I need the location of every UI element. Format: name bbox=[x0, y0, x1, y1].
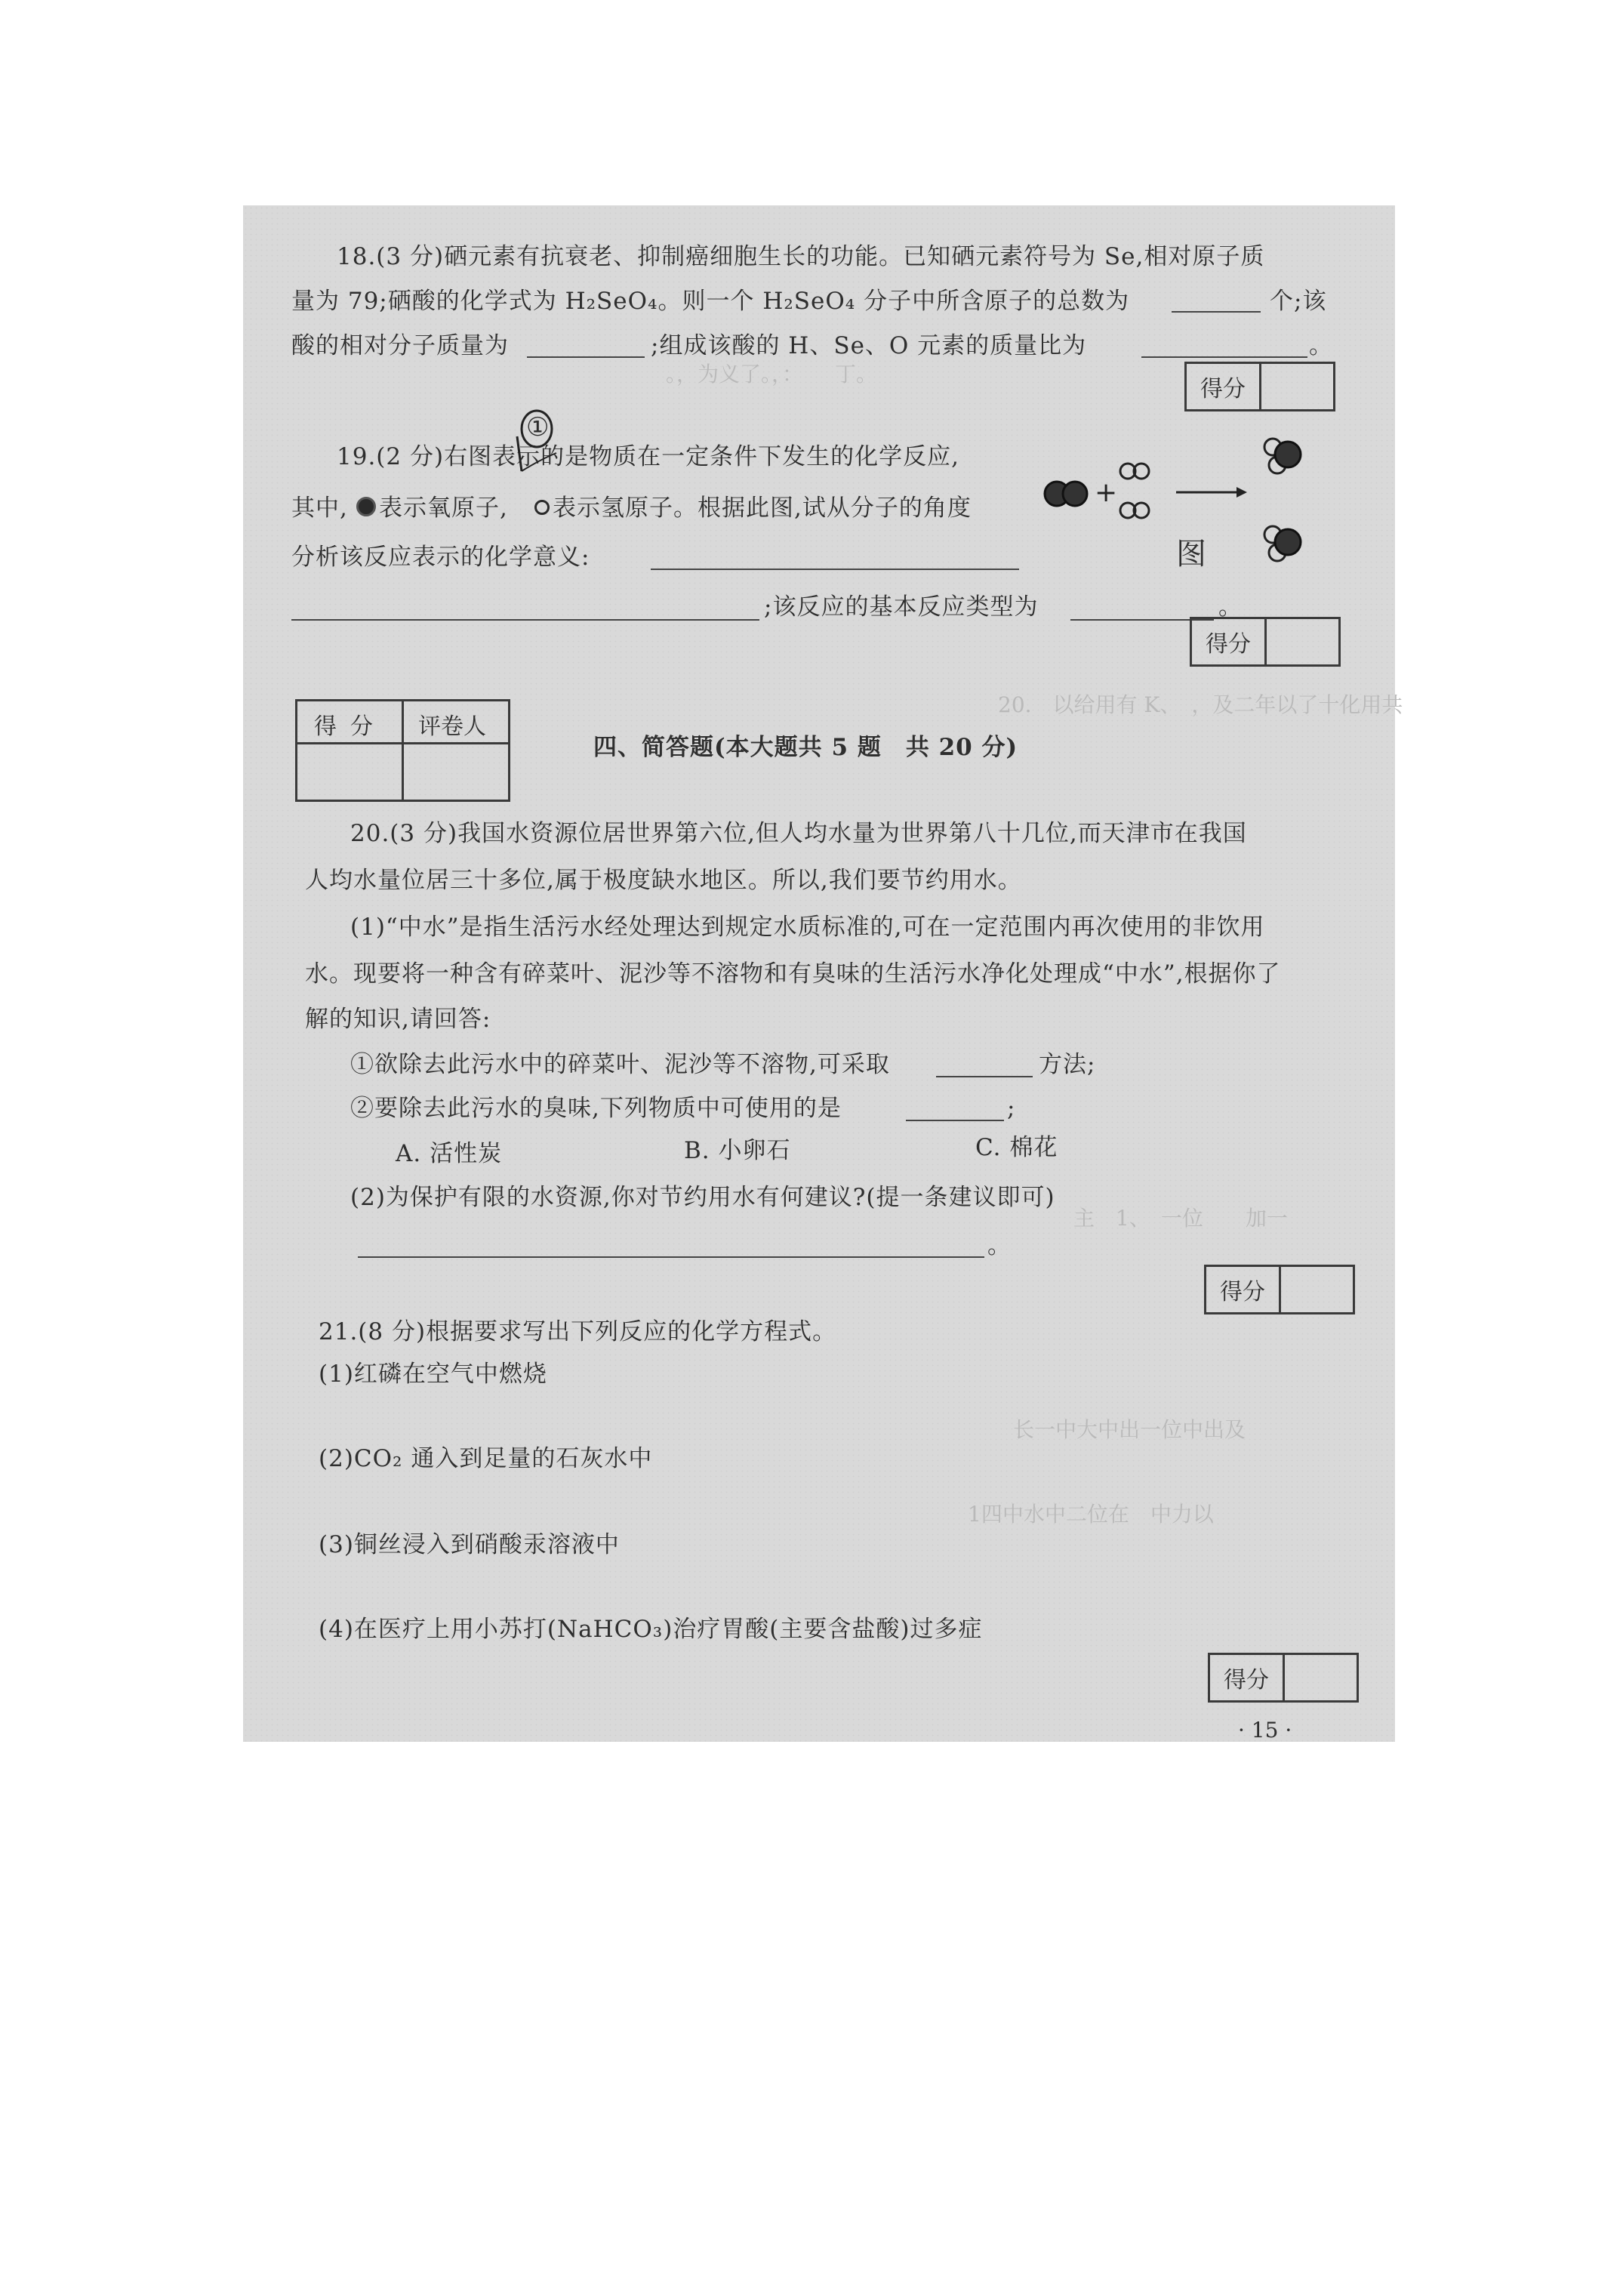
q19-line2-c: 表示氢原子。根据此图,试从分子的角度 bbox=[553, 495, 972, 522]
q19-blank-meaning-2[interactable] bbox=[291, 619, 759, 621]
q20-line1: 20.(3 分)我国水资源位居世界第六位,但人均水量为世界第八十几位,而天津市在我国 bbox=[350, 820, 1247, 847]
q21-line1: 21.(8 分)根据要求写出下列反应的化学方程式。 bbox=[319, 1318, 837, 1345]
hydrogen-atom-icon bbox=[534, 500, 550, 515]
bleed-through-text: 主 1、 一位 加一 bbox=[1073, 1206, 1288, 1231]
grader-table-score-header: 得分 bbox=[314, 713, 387, 740]
q20-line5: 解的知识,请回答: bbox=[305, 1006, 491, 1033]
q18-line1: 18.(3 分)硒元素有抗衰老、抑制癌细胞生长的功能。已知硒元素符号为 Se,相对原子质 bbox=[337, 243, 1265, 270]
score-label: 得分 bbox=[1192, 619, 1267, 664]
q20-line7-b: ; bbox=[1007, 1095, 1016, 1122]
q20-blank-method[interactable] bbox=[936, 1076, 1033, 1077]
q19-score-box bbox=[1190, 617, 1341, 667]
q20-option-a: A. 活性炭 bbox=[396, 1140, 503, 1167]
q19-line4-end: 。 bbox=[1218, 593, 1243, 621]
q21-part3: (3)铜丝浸入到硝酸汞溶液中 bbox=[319, 1531, 620, 1558]
svg-text:+: + bbox=[1095, 477, 1118, 508]
q20-line6-b: 方法; bbox=[1039, 1051, 1096, 1078]
q18-score-box bbox=[1184, 362, 1335, 411]
score-cell[interactable] bbox=[1285, 1655, 1357, 1700]
q20-line7-a: ②要除去此污水的臭味,下列物质中可使用的是 bbox=[350, 1095, 842, 1122]
q19-line1: 19.(2 分)右图表示的是物质在一定条件下发生的化学反应, bbox=[337, 443, 959, 470]
q20-score-box bbox=[1204, 1265, 1355, 1314]
score-label: 得分 bbox=[1187, 364, 1261, 409]
q20-line8: (2)为保护有限的水资源,你对节约用水有何建议?(提一条建议即可) bbox=[350, 1184, 1055, 1211]
bleed-through-text: 1四中水中二位在 中力以 bbox=[968, 1502, 1214, 1527]
q20-line9-end: 。 bbox=[987, 1232, 1012, 1259]
bleed-through-text: 长一中大中出一位中出及 bbox=[1013, 1417, 1246, 1442]
q20-line4: 水。现要将一种含有碎菜叶、泥沙等不溶物和有臭味的生活污水净化处理成“中水”,根据你了 bbox=[305, 960, 1281, 988]
q18-line3-end: 。 bbox=[1309, 332, 1333, 359]
q21-part1: (1)红磷在空气中燃烧 bbox=[319, 1361, 547, 1388]
q20-blank-suggestion[interactable] bbox=[358, 1256, 984, 1258]
q19-line3: 分析该反应表示的化学意义: bbox=[291, 544, 590, 571]
score-cell[interactable] bbox=[1261, 364, 1333, 409]
q19-line2-a: 其中, bbox=[291, 495, 348, 522]
handwritten-annotation bbox=[511, 406, 564, 477]
bleed-through-text: 20. 以给用有 K、 ，及二年以了十化用共 bbox=[998, 692, 1403, 717]
grader-table bbox=[295, 699, 510, 802]
q18-line2: 量为 79;硒酸的化学式为 H₂SeO₄。则一个 H₂SeO₄ 分子中所含原子的总数为 bbox=[291, 288, 1130, 315]
q18-blank-molar-mass[interactable] bbox=[527, 356, 645, 358]
q20-option-c: C. 棉花 bbox=[975, 1134, 1058, 1161]
q18-line2-tail: 个;该 bbox=[1270, 288, 1327, 315]
q18-line3-a: 酸的相对分子质量为 bbox=[291, 332, 509, 359]
score-label: 得分 bbox=[1206, 1267, 1281, 1312]
q20-option-b: B. 小卵石 bbox=[684, 1137, 791, 1164]
q20-line6-a: ①欲除去此污水中的碎菜叶、泥沙等不溶物,可采取 bbox=[350, 1051, 890, 1078]
q20-blank-material[interactable] bbox=[906, 1120, 1004, 1121]
oxygen-atom-icon bbox=[356, 497, 376, 516]
q20-line2: 人均水量位居三十多位,属于极度缺水地区。所以,我们要节约用水。 bbox=[305, 867, 1022, 894]
q19-line2-b: 表示氧原子, bbox=[379, 495, 508, 522]
q21-part2: (2)CO₂ 通入到足量的石灰水中 bbox=[319, 1445, 653, 1472]
q21-part4: (4)在医疗上用小苏打(NaHCO₃)治疗胃酸(主要含盐酸)过多症 bbox=[319, 1616, 983, 1643]
q18-line3-b: ;组成该酸的 H、Se、O 元素的质量比为 bbox=[651, 332, 1087, 359]
q19-line4-a: ;该反应的基本反应类型为 bbox=[764, 593, 1039, 621]
q19-blank-meaning-1[interactable] bbox=[651, 569, 1019, 570]
scanned-exam-page bbox=[243, 205, 1403, 1743]
q18-blank-atom-count[interactable] bbox=[1172, 311, 1261, 313]
page-number: · 15 · bbox=[1238, 1718, 1292, 1743]
bleed-through-text: 。，为义了。，： 丁。 bbox=[666, 362, 878, 387]
score-cell[interactable] bbox=[1267, 619, 1338, 664]
score-label: 得分 bbox=[1210, 1655, 1285, 1700]
q21-score-box bbox=[1208, 1653, 1359, 1703]
grader-table-grader-header: 评卷人 bbox=[418, 713, 486, 740]
handwritten-annotation-text: ① bbox=[526, 412, 550, 442]
score-cell[interactable] bbox=[1281, 1267, 1353, 1312]
section-4-title: 四、简答题(本大题共 5 题 共 20 分) bbox=[593, 734, 1018, 761]
reaction-diagram-caption: 图 bbox=[1176, 537, 1207, 572]
q20-line3: (1)“中水”是指生活污水经处理达到规定水质标准的,可在一定范围内再次使用的非饮用 bbox=[350, 914, 1265, 941]
q18-blank-mass-ratio[interactable] bbox=[1141, 356, 1307, 358]
